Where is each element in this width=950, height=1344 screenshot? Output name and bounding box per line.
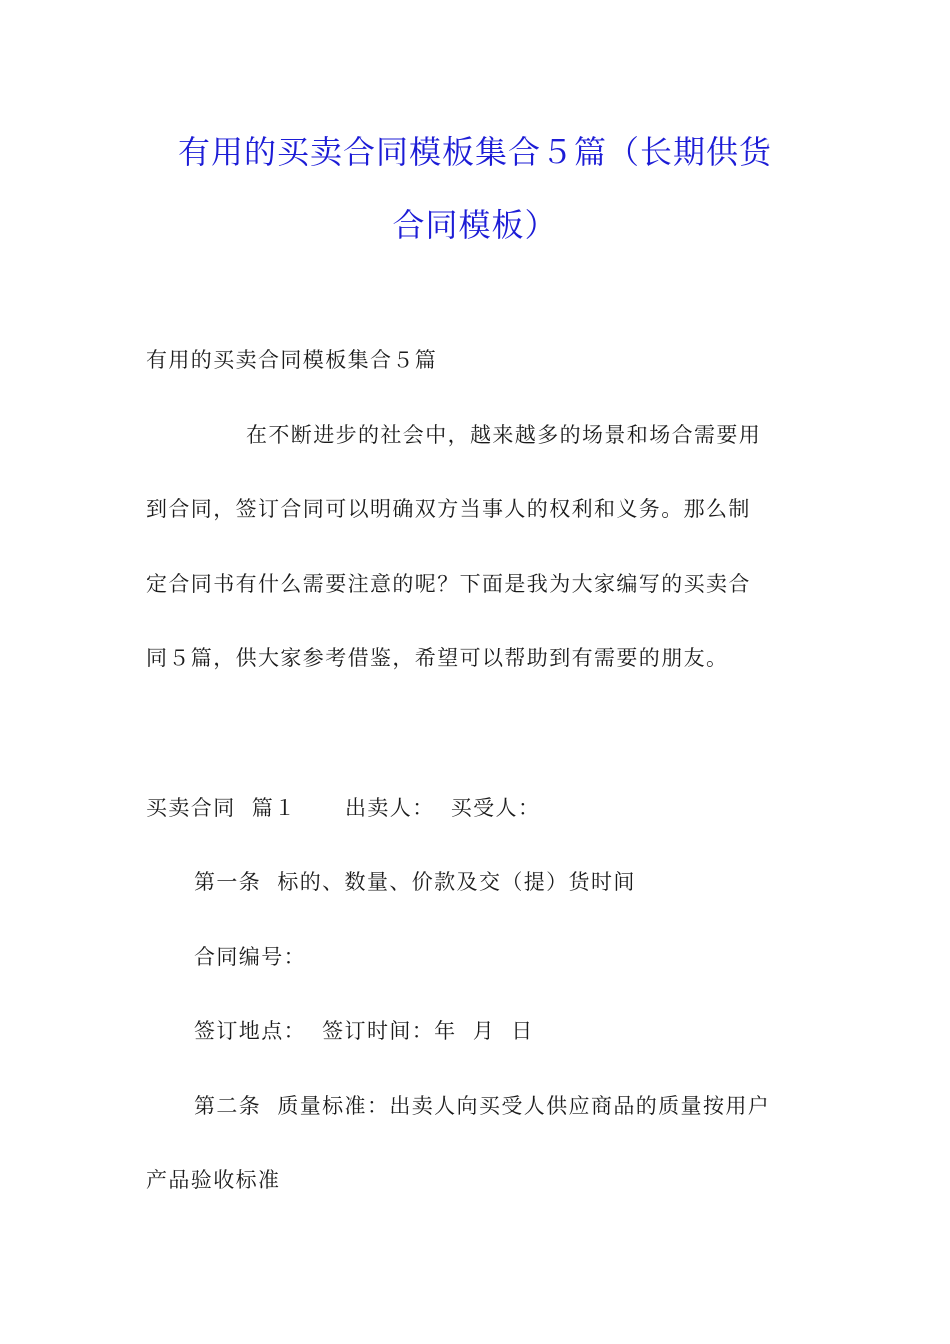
- contract-heading: 买卖合同 篇１ 出卖人： 买受人：: [146, 796, 541, 820]
- intro-line-1: 在不断进步的社会中，越来越多的场景和场合需要用: [246, 423, 762, 447]
- clause-1: 第一条 标的、数量、价款及交（提）货时间: [194, 870, 636, 894]
- subtitle: 有用的买卖合同模板集合５篇: [146, 348, 438, 372]
- intro-line-2: 到合同，签订合同可以明确双方当事人的权利和义务。那么制: [146, 497, 751, 521]
- clause-2-line-1: 第二条 质量标准：出卖人向买受人供应商品的质量按用户: [194, 1094, 771, 1118]
- intro-line-3: 定合同书有什么需要注意的呢？下面是我为大家编写的买卖合: [146, 572, 751, 596]
- contract-number-label: 合同编号：: [194, 945, 306, 969]
- intro-line-4: 同５篇，供大家参考借鉴，希望可以帮助到有需要的朋友。: [146, 646, 729, 670]
- clause-2-line-2: 产品验收标准: [146, 1168, 281, 1192]
- document-title-line-1: 有用的买卖合同模板集合５篇（长期供货: [177, 133, 772, 171]
- signing-place-time: 签订地点： 签订时间：年 月 日: [194, 1019, 534, 1043]
- document-title-line-2: 合同模板）: [392, 206, 558, 244]
